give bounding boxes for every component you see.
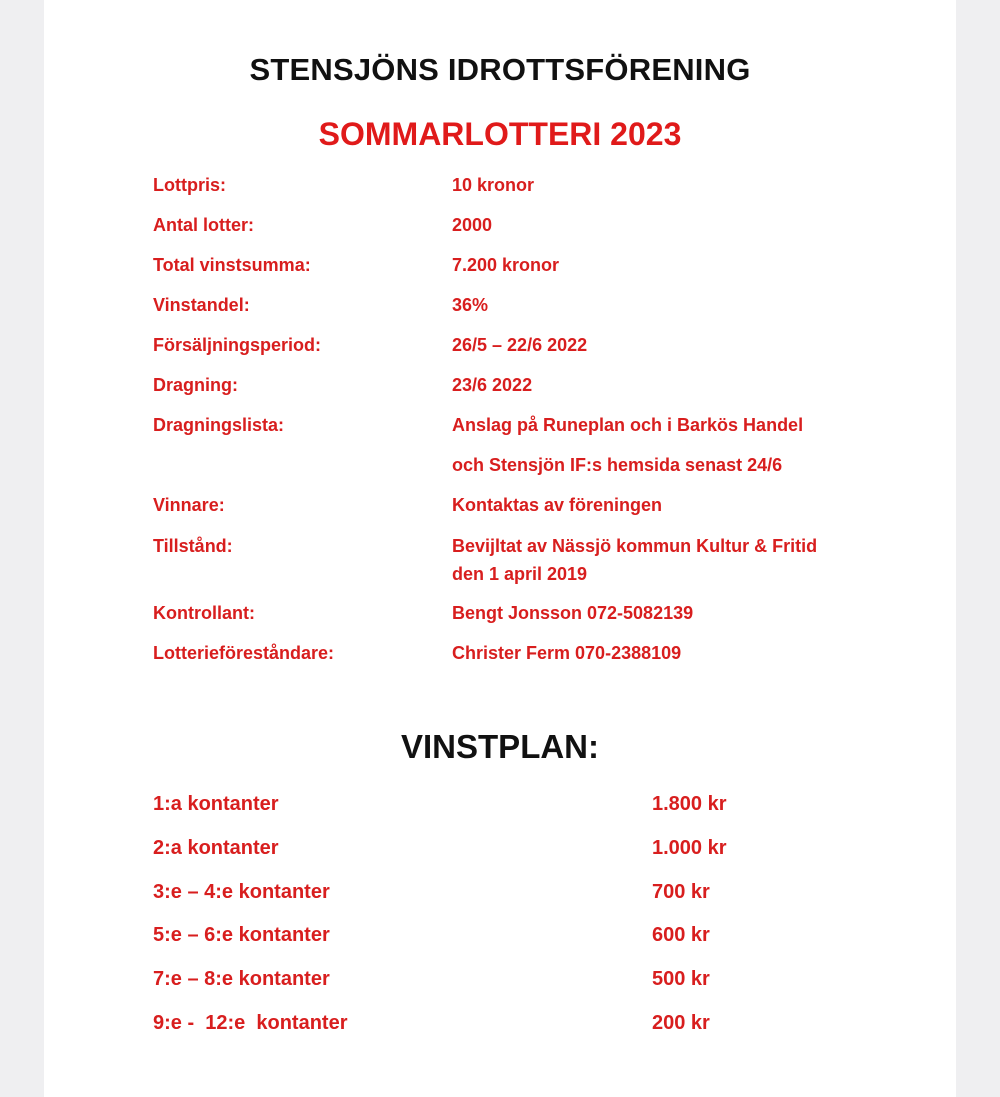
prize-amount: 200 kr: [652, 1012, 710, 1034]
info-value-tillstand: Bevijltat av Nässjö kommun Kultur & Fritid: [452, 536, 818, 556]
info-label-dragning: Dragning:: [153, 375, 238, 395]
prize-name: 1:a kontanter: [153, 793, 279, 815]
info-value-antal-lotter: 2000: [452, 215, 493, 235]
prize-name: 3:e – 4:e kontanter: [153, 881, 330, 903]
prize-amount: 1.000 kr: [652, 837, 727, 859]
info-label-tillstand: Tillstånd:: [153, 536, 233, 556]
info-label-forsaljningsperiod: Försäljningsperiod:: [153, 335, 322, 355]
info-label-antal-lotter: Antal lotter:: [153, 215, 254, 235]
prize-name: 9:e - 12:e kontanter: [153, 1012, 348, 1034]
info-value-dragning: 23/6 2022: [452, 375, 533, 395]
prize-plan-title: VINSTPLAN:: [401, 728, 599, 765]
info-value-lottpris: 10 kronor: [452, 175, 535, 195]
lottery-title: SOMMARLOTTERI 2023: [318, 116, 682, 152]
prize-amount: 700 kr: [652, 881, 710, 903]
info-value-lotteriforestandare: Christer Ferm 070-2388109: [452, 643, 682, 663]
info-value-dragningslista-line2: och Stensjön IF:s hemsida senast 24/6: [452, 455, 783, 475]
info-value-tillstand-line2: den 1 april 2019: [452, 564, 588, 584]
organization-title: STENSJÖNS IDROTTSFÖRENING: [249, 52, 751, 87]
info-value-dragningslista: Anslag på Runeplan och i Barkös Handel: [452, 415, 804, 435]
info-label-lottpris: Lottpris:: [153, 175, 226, 195]
info-label-total-vinstsumma: Total vinstsumma:: [153, 255, 311, 275]
info-value-kontrollant: Bengt Jonsson 072-5082139: [452, 603, 694, 623]
prize-name: 7:e – 8:e kontanter: [153, 968, 330, 990]
prize-name: 5:e – 6:e kontanter: [153, 924, 330, 946]
info-label-lotteriforestandare: Lotterieföreståndare:: [153, 643, 335, 663]
info-value-total-vinstsumma: 7.200 kronor: [452, 255, 560, 275]
prize-name: 2:a kontanter: [153, 837, 279, 859]
info-label-kontrollant: Kontrollant:: [153, 603, 255, 623]
info-value-vinnare: Kontaktas av föreningen: [452, 495, 663, 515]
info-label-vinnare: Vinnare:: [153, 495, 225, 515]
prize-amount: 500 kr: [652, 968, 710, 990]
prize-amount: 1.800 kr: [652, 793, 727, 815]
info-value-forsaljningsperiod: 26/5 – 22/6 2022: [452, 335, 588, 355]
prize-amount: 600 kr: [652, 924, 710, 946]
info-value-vinstandel: 36%: [452, 295, 489, 315]
info-label-vinstandel: Vinstandel:: [153, 295, 250, 315]
info-label-dragningslista: Dragningslista:: [153, 415, 285, 435]
